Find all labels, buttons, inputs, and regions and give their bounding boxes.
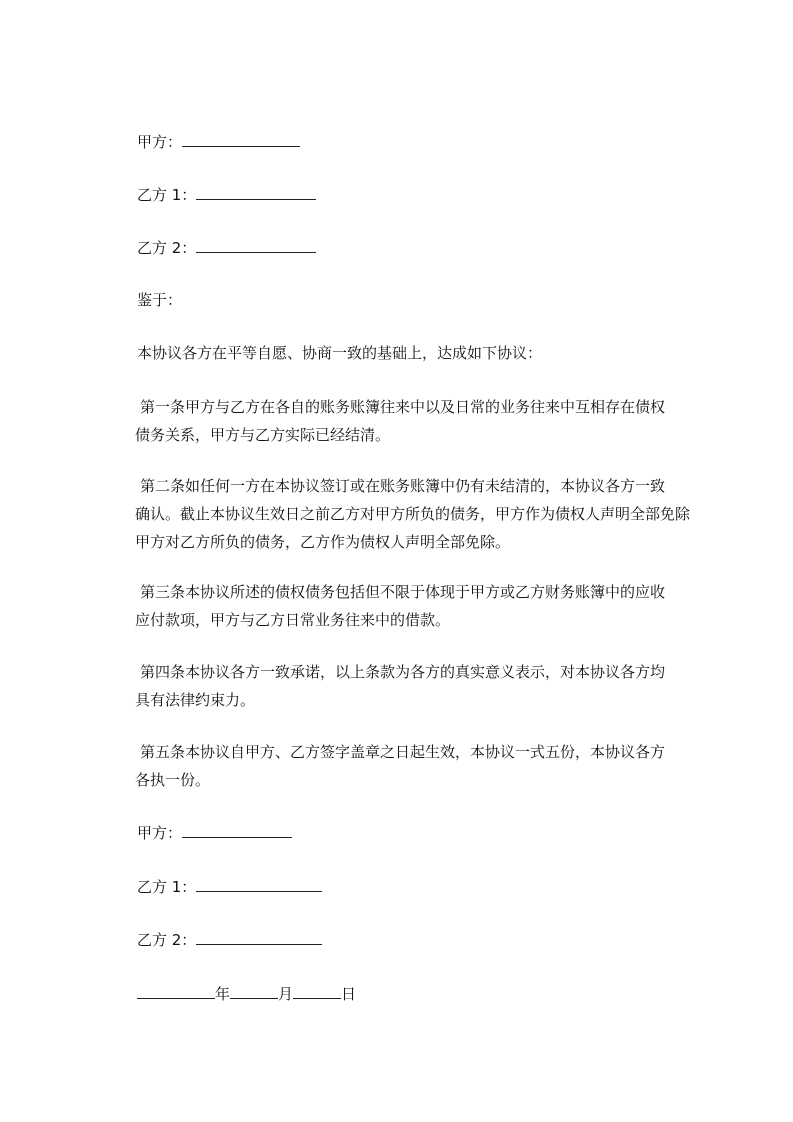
signature-party-b2-blank[interactable] xyxy=(196,930,322,945)
month-label: 月 xyxy=(278,985,294,1003)
day-label: 日 xyxy=(341,985,357,1003)
signature-party-a-line xyxy=(137,823,292,843)
day-blank[interactable] xyxy=(293,984,341,999)
article-1-line-2: 债务关系，甲方与乙方实际已经结清。 xyxy=(135,426,391,444)
article-1 xyxy=(137,393,707,449)
signature-party-b2-label: 乙方 2： xyxy=(137,931,197,949)
header-party-b2-line xyxy=(137,238,316,258)
signature-party-a-label: 甲方： xyxy=(137,824,183,842)
header-party-b2-label: 乙方 2： xyxy=(137,239,197,257)
whereas-label: 鉴于： xyxy=(137,291,183,309)
article-5-line-1: 第五条本协议自甲方、乙方签字盖章之日起生效，本协议一式五份，本协议各方 xyxy=(140,743,666,761)
article-1-line-1: 第一条甲方与乙方在各自的账务账簿往来中以及日常的业务往来中互相存在债权 xyxy=(140,398,666,416)
article-4 xyxy=(137,658,707,714)
signature-party-b1-line xyxy=(137,877,322,897)
article-2-line-1: 第二条如任何一方在本协议签订或在账务账簿中仍有未结清的，本协议各方一致 xyxy=(140,477,666,495)
article-3 xyxy=(137,578,707,634)
date-line xyxy=(137,984,356,1004)
article-3-line-1: 第三条本协议所述的债权债务包括但不限于体现于甲方或乙方财务账簿中的应收 xyxy=(140,583,666,601)
signature-party-a-blank[interactable] xyxy=(182,823,292,838)
header-party-a-label: 甲方： xyxy=(137,133,183,151)
header-party-b1-line xyxy=(137,185,316,205)
signature-party-b2-line xyxy=(137,930,322,950)
header-party-b1-blank[interactable] xyxy=(196,185,316,200)
signature-party-b1-blank[interactable] xyxy=(196,877,322,892)
article-3-line-2: 应付款项，甲方与乙方日常业务往来中的借款。 xyxy=(135,611,451,629)
intro-text: 本协议各方在平等自愿、协商一致的基础上，达成如下协议： xyxy=(137,344,543,362)
year-blank[interactable] xyxy=(137,984,215,999)
header-party-a-blank[interactable] xyxy=(182,132,300,147)
article-4-line-1: 第四条本协议各方一致承诺，以上条款为各方的真实意义表示，对本协议各方均 xyxy=(140,663,666,681)
signature-party-b1-label: 乙方 1： xyxy=(137,878,197,896)
header-party-b2-blank[interactable] xyxy=(196,238,316,253)
article-2-line-3: 甲方对乙方所负的债务，乙方作为债权人声明全部免除。 xyxy=(135,533,511,551)
article-4-line-2: 具有法律约束力。 xyxy=(135,691,256,709)
article-2-line-2: 确认。截止本协议生效日之前乙方对甲方所负的债务，甲方作为债权人声明全部免除 xyxy=(135,505,691,523)
year-label: 年 xyxy=(215,985,231,1003)
article-2 xyxy=(137,472,707,556)
header-party-b1-label: 乙方 1： xyxy=(137,186,197,204)
header-party-a-line xyxy=(137,132,300,152)
article-5 xyxy=(137,738,707,794)
article-5-line-2: 各执一份。 xyxy=(135,771,211,789)
month-blank[interactable] xyxy=(230,984,278,999)
